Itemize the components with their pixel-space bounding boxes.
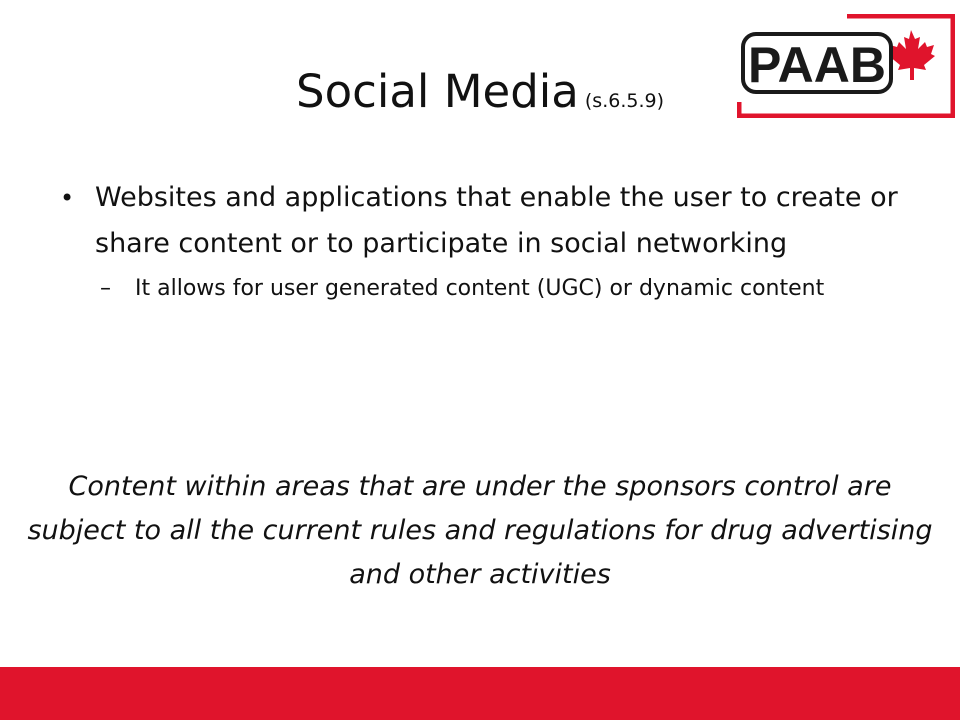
title-text: Social Media <box>296 65 579 118</box>
logo-text: PAAB <box>748 37 886 93</box>
dash-icon: – <box>100 276 111 301</box>
sub-bullet-item <box>60 271 875 306</box>
italic-note: Content within areas that are under the sponsors control are subject to all the current rules and regulations for drug advertising and other activities <box>27 471 933 590</box>
bullet-item <box>60 175 920 267</box>
bottom-accent-bar <box>0 667 960 720</box>
bullet-text: Websites and applications that enable the user to create or share content or to participate in social networking <box>95 182 898 259</box>
bullet-icon: • <box>60 184 75 212</box>
sub-bullet-text: It allows for user generated content (UGC) or dynamic content <box>135 276 825 301</box>
section-reference: (s.6.5.9) <box>584 90 664 112</box>
paab-logo <box>737 14 955 118</box>
slide-body <box>60 175 920 306</box>
